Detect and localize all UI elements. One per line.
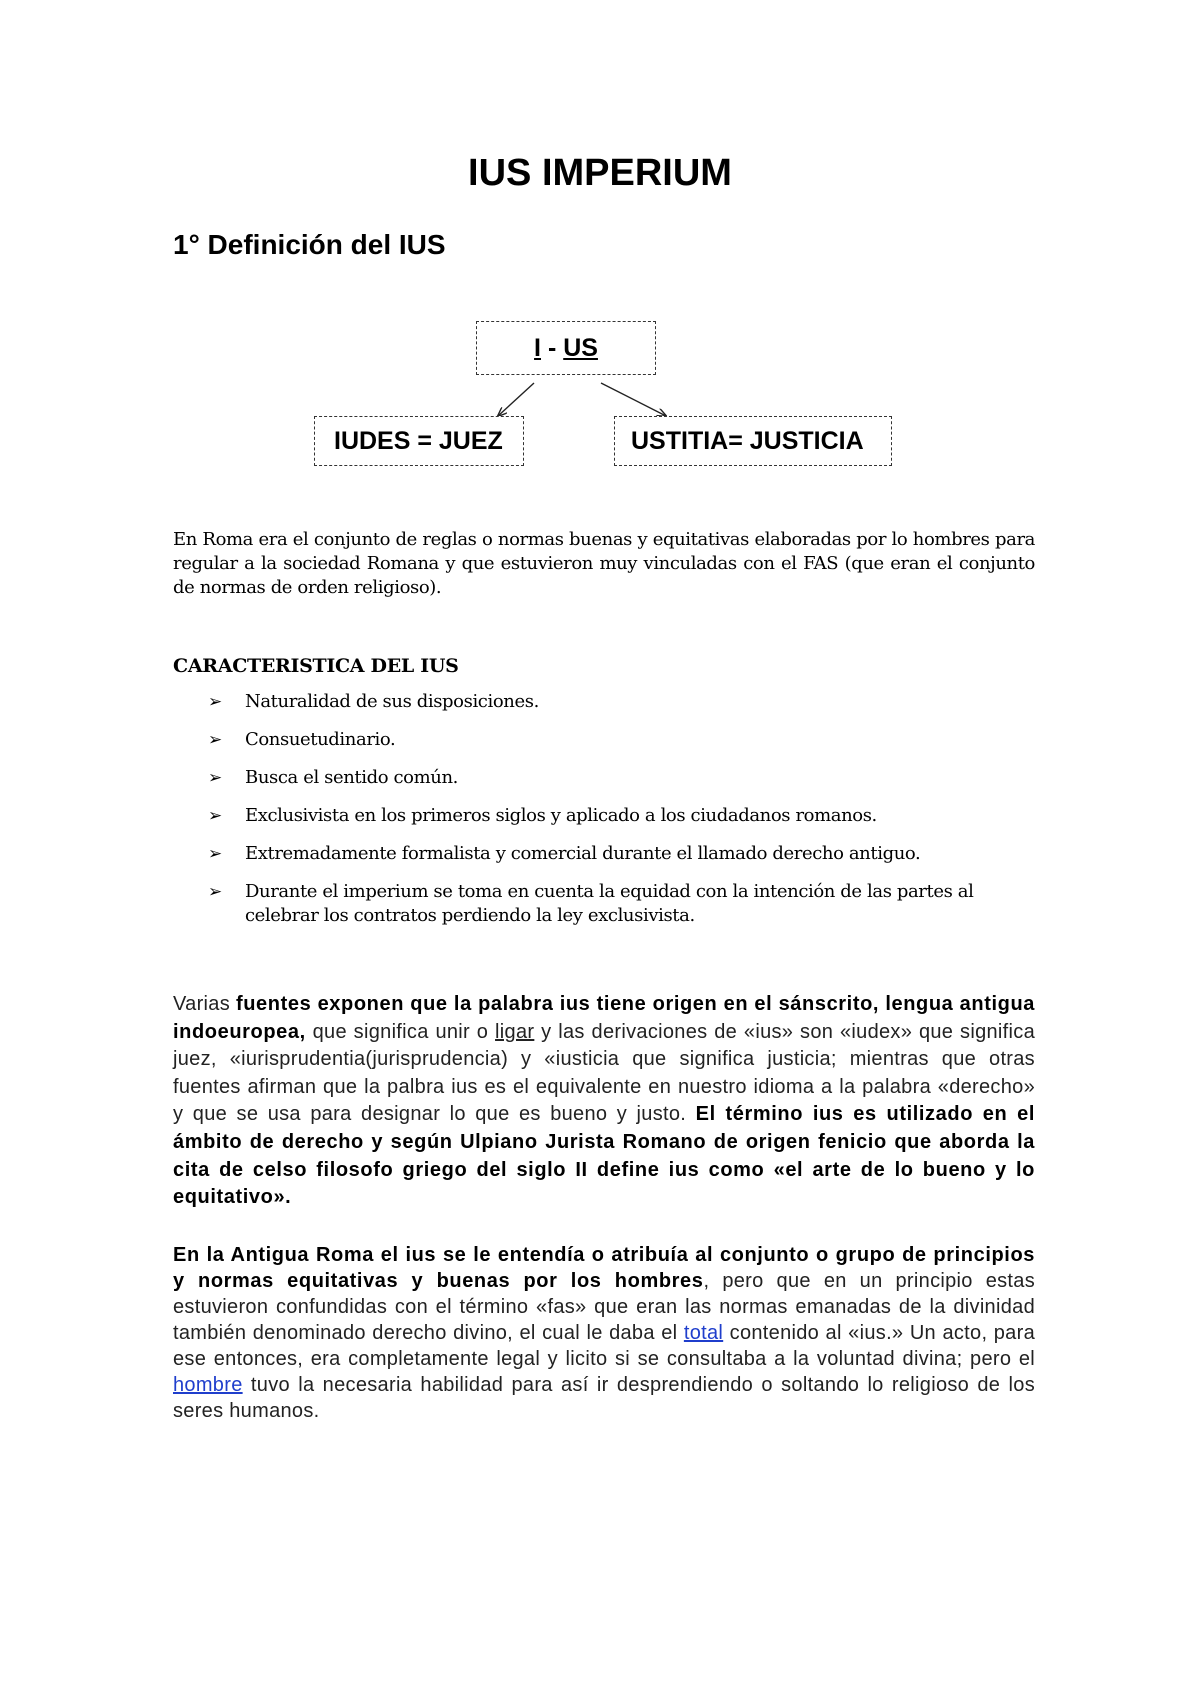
list-item [208, 766, 1038, 790]
arrow-to-ustitia [601, 383, 666, 416]
text-run: , pero que en un principio estas estuvieron confundidas con el término «fas» que eran las normas emanadas de la divinidad también denominado derecho divino, el cual le daba el [173, 1270, 1035, 1344]
diagram-box-ius [476, 321, 656, 375]
diagram-part-us: US [563, 333, 598, 362]
list-item [208, 690, 1038, 714]
diagram-separator: - [541, 333, 564, 362]
ancient-rome-paragraph [173, 1242, 1035, 1424]
arrow-bullet-icon: ➢ [208, 768, 222, 788]
list-item-text: Busca el sentido común. [245, 767, 458, 788]
list-item-text: Naturalidad de sus disposiciones. [245, 691, 539, 712]
diagram-box-iudes: IUDES = JUEZ [314, 416, 524, 466]
list-item [208, 728, 1038, 752]
bold-text-run: fuentes exponen que la palabra ius tiene origen en el sánscrito, lengua antigua indoeuropea, [173, 993, 1035, 1043]
arrow-bullet-icon: ➢ [208, 806, 222, 826]
bold-text-run: El término ius es utilizado en el ámbito de derecho y según Ulpiano Jurista Romano de origen fenicio que aborda la cita de celso filosofo griego del siglo II define ius como «el arte de lo bueno y lo equitativo». [173, 1103, 1035, 1209]
arrow-bullet-icon: ➢ [208, 692, 222, 712]
list-item [208, 804, 1038, 828]
list-item [208, 880, 1038, 928]
origin-paragraph [173, 991, 1035, 1212]
arrow-bullet-icon: ➢ [208, 844, 222, 864]
arrow-to-iudes [498, 383, 534, 416]
list-item-text: Extremadamente formalista y comercial durante el llamado derecho antiguo. [245, 843, 921, 864]
characteristics-heading: CARACTERISTICA DEL IUS [173, 655, 459, 677]
list-item-text: Durante el imperium se toma en cuenta la equidad con la intención de las partes al celebrar los contratos perdiendo la ley exclusivista. [245, 881, 974, 926]
text-run: contenido al «ius.» Un acto, para ese entonces, era completamente legal y licito si se consultaba a la voluntad divina; pero el [173, 1322, 1035, 1370]
link-total[interactable]: total [683, 1322, 724, 1344]
section-title-definition: 1° Definición del IUS [173, 229, 446, 260]
bold-text-run: En la Antigua Roma el ius se le entendía o atribuía al conjunto o grupo de principios y normas equitativas y buenas por los hombres [173, 1244, 1035, 1292]
arrow-bullet-icon: ➢ [208, 730, 222, 750]
characteristics-list [208, 690, 1038, 942]
arrow-bullet-icon: ➢ [208, 882, 222, 902]
text-run: y las derivaciones de «ius» son «iudex» que significa juez, «iurisprudentia(jurisprudencia) y «iusticia que significa justicia; mientras que otras fuentes afirman que la palbra ius es el equivalente en nuestro idioma a la palabra «derecho» y que se usa para designar lo que es bueno y justo. [173, 1020, 1035, 1126]
link-ligar[interactable]: ligar [495, 1020, 535, 1043]
list-item [208, 842, 1038, 866]
list-item-text: Consuetudinario. [245, 729, 396, 750]
diagram-part-i: I [534, 333, 541, 362]
diagram-box-ustitia: USTITIA= JUSTICIA [614, 416, 892, 466]
page-title: IUS IMPERIUM [468, 152, 732, 194]
text-run: que significa unir o [305, 1020, 496, 1043]
text-run: Varias [173, 993, 236, 1015]
intro-paragraph: En Roma era el conjunto de reglas o normas buenas y equitativas elaboradas por lo hombres para regular a la sociedad Romana y que estuvieron muy vinculadas con el FAS (que eran el conjunto de normas de orden religioso). [173, 529, 1035, 598]
text-run: tuvo la necesaria habilidad para así ir desprendiendo o soltando lo religioso de los seres humanos. [173, 1374, 1035, 1422]
list-item-text: Exclusivista en los primeros siglos y aplicado a los ciudadanos romanos. [245, 805, 877, 826]
link-hombre[interactable]: hombre [173, 1374, 243, 1396]
